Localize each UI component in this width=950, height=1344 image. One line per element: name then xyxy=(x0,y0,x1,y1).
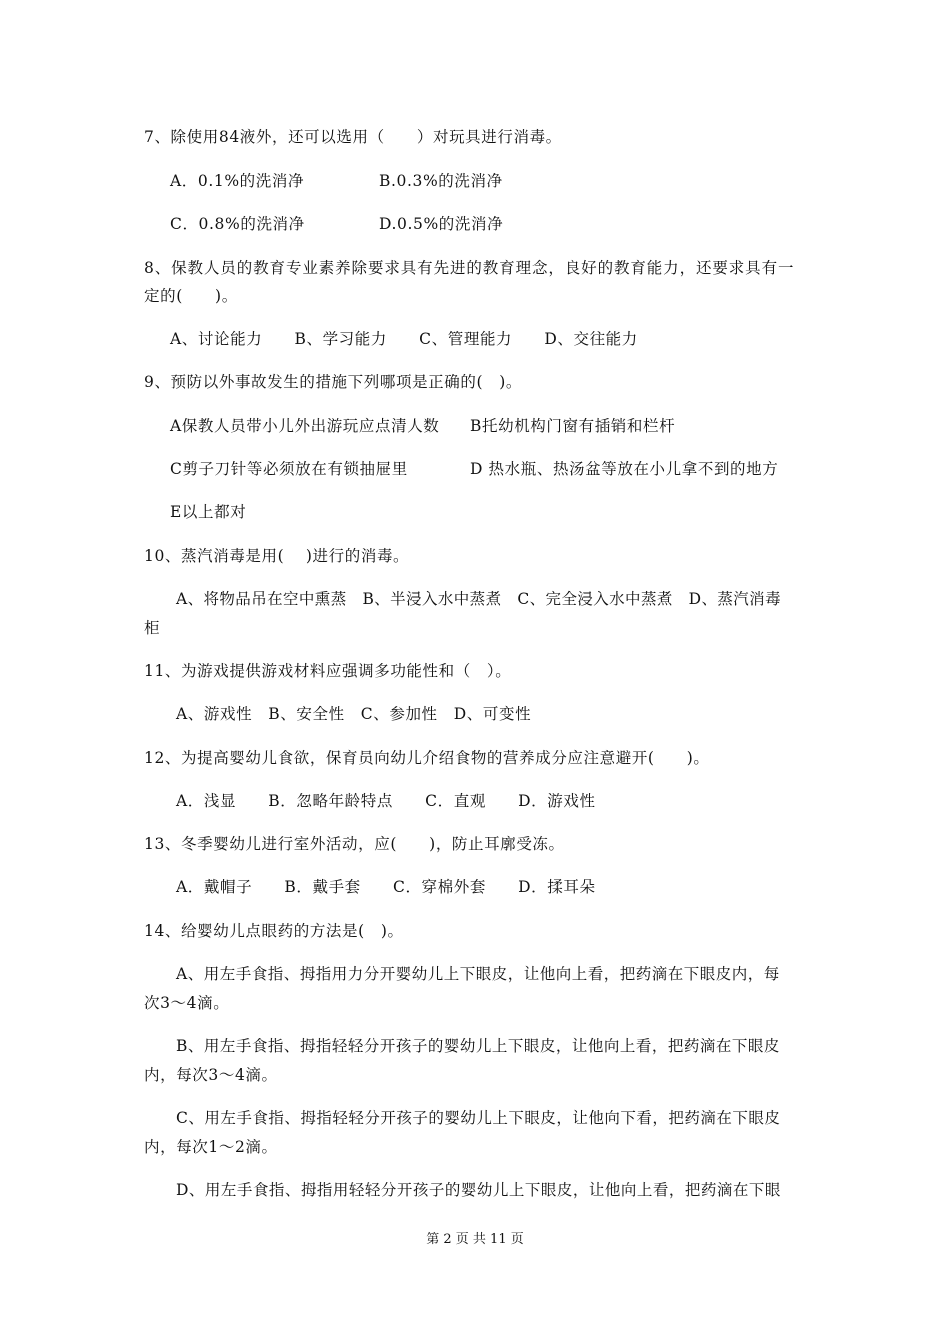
question-13-stem: 13、冬季婴幼儿进行室外活动，应( )，防止耳廓受冻。 xyxy=(144,835,565,853)
question-14-option-c-line-1: C、用左手食指、拇指轻轻分开孩子的婴幼儿上下眼皮，让他向下看，把药滴在下眼皮 xyxy=(176,1109,781,1127)
question-7-option-d: D.0.5%的洗消净 xyxy=(379,215,504,233)
question-11-options: A、游戏性 B、安全性 C、参加性 D、可变性 xyxy=(176,705,532,723)
question-10-options-line-1: A、将物品吊在空中熏蒸 B、半浸入水中蒸煮 C、完全浸入水中蒸煮 D、蒸汽消毒 xyxy=(176,590,781,608)
question-10-options-line-2: 柜 xyxy=(144,619,161,637)
question-9-option-a: A保教人员带小儿外出游玩应点清人数 xyxy=(170,417,440,435)
question-9-option-e: E以上都对 xyxy=(170,503,247,521)
question-7-option-a: A．0.1%的洗消净 xyxy=(170,172,305,190)
question-9-option-c: C剪子刀针等必须放在有锁抽屉里 xyxy=(170,460,408,478)
question-9-stem: 9、预防以外事故发生的措施下列哪项是正确的( )。 xyxy=(144,373,522,391)
question-10-stem: 10、蒸汽消毒是用( )进行的消毒。 xyxy=(144,547,410,565)
question-12-options: A．浅显 B．忽略年龄特点 C．直观 D．游戏性 xyxy=(176,792,596,810)
question-9-option-b: B托幼机构门窗有插销和栏杆 xyxy=(470,417,676,435)
question-9-option-d: D 热水瓶、热汤盆等放在小儿拿不到的地方 xyxy=(470,460,779,478)
question-12-stem: 12、为提高婴幼儿食欲，保育员向幼儿介绍食物的营养成分应注意避开( )。 xyxy=(144,749,710,767)
page-footer: 第 2 页 共 11 页 xyxy=(426,1232,524,1247)
question-11-stem: 11、为游戏提供游戏材料应强调多功能性和（ ）。 xyxy=(144,662,512,680)
question-14-option-a-line-1: A、用左手食指、拇指用力分开婴幼儿上下眼皮，让他向上看，把药滴在下眼皮内，每 xyxy=(176,965,780,983)
question-14-option-b-line-1: B、用左手食指、拇指轻轻分开孩子的婴幼儿上下眼皮，让他向上看，把药滴在下眼皮 xyxy=(176,1037,780,1055)
question-13-options: A．戴帽子 B．戴手套 C．穿棉外套 D．揉耳朵 xyxy=(176,878,596,896)
question-7-stem: 7、除使用84液外，还可以选用（ ）对玩具进行消毒。 xyxy=(144,128,562,146)
question-14-option-a-line-2: 次3～4滴。 xyxy=(144,994,230,1012)
question-8-stem-line-1: 8、保教人员的教育专业素养除要求具有先进的教育理念，良好的教育能力，还要求具有一 xyxy=(144,259,795,277)
question-7-option-b: B.0.3%的洗消净 xyxy=(379,172,503,190)
question-14-option-b-line-2: 内，每次3～4滴。 xyxy=(144,1066,278,1084)
question-8-options: A、讨论能力 B、学习能力 C、管理能力 D、交往能力 xyxy=(170,330,638,348)
question-8-stem-line-2: 定的( )。 xyxy=(144,287,238,305)
question-14-stem: 14、给婴幼儿点眼药的方法是( )。 xyxy=(144,922,404,940)
question-14-option-c-line-2: 内，每次1～2滴。 xyxy=(144,1138,278,1156)
question-7-option-c: C．0.8%的洗消净 xyxy=(170,215,305,233)
question-14-option-d-line-1: D、用左手食指、拇指用轻轻分开孩子的婴幼儿上下眼皮，让他向上看，把药滴在下眼 xyxy=(176,1181,781,1199)
